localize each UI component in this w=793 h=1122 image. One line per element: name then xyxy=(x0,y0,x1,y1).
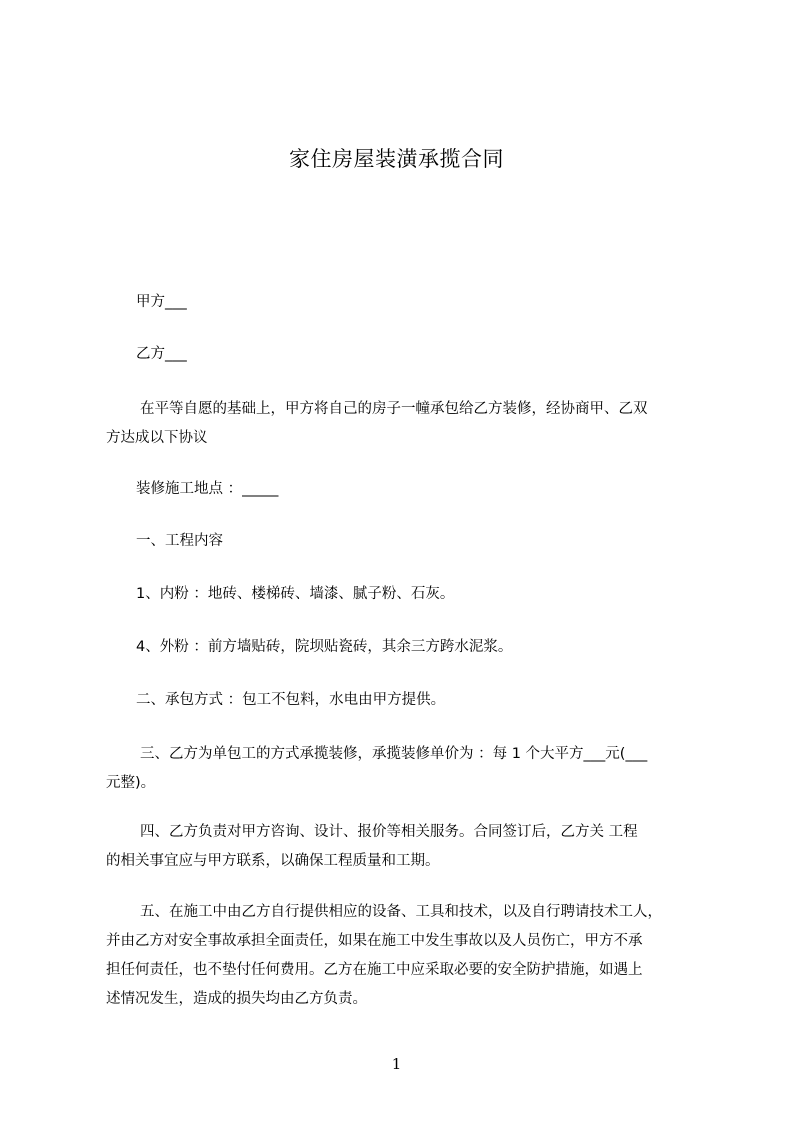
section-5-paragraph xyxy=(106,898,706,1014)
section-1-heading-text: 一、工程内容 xyxy=(136,533,223,549)
intro-line-1: 在平等自愿的基础上，甲方将自己的房子一幢承包给乙方装修，经协商甲、乙双 xyxy=(140,401,648,417)
party-a-line xyxy=(106,288,706,317)
page-number: 1 xyxy=(391,1055,402,1073)
site-line xyxy=(106,475,706,504)
section-1-heading xyxy=(106,527,706,556)
section-4-line-1: 四、乙方负责对甲方咨询、设计、报价等相关服务。合同签订后，乙方关 工程 xyxy=(140,824,638,840)
section-4-line-2: 的相关事宜应与甲方联系，以确保工程质量和工期。 xyxy=(106,853,440,869)
section-5-line-2: 并由乙方对安全事故承担全面责任，如果在施工中发生事故以及人员伤亡，甲方不承 xyxy=(106,933,643,949)
intro-paragraph xyxy=(106,395,706,453)
intro-line-2: 方达成以下协议 xyxy=(106,430,208,446)
party-b-line xyxy=(106,340,706,369)
section-3-line-1: 三、乙方为单包工的方式承揽装修，承揽装修单价为 ：每 1 个大平方___元(___ xyxy=(140,746,648,762)
party-a-text: 甲方___ xyxy=(136,294,187,310)
section-2-text: 二、承包方式 ：包工不包料，水电由甲方提供。 xyxy=(136,692,446,708)
section-5-line-3: 担任何责任，也不垫付任何费用。乙方在施工中应采取必要的安全防护措施，如遇上 xyxy=(106,962,643,978)
item-4-text: 4、外粉 ：前方墙贴砖，院坝贴瓷砖，其余三方跨水泥浆。 xyxy=(136,639,513,655)
section-2-line xyxy=(106,686,706,715)
item-4-line xyxy=(106,633,706,662)
document-title: 家住房屋装潢承揽合同 xyxy=(289,147,504,171)
item-1-text: 1、内粉 ：地砖、楼梯砖、墙漆、腻子粉、石灰。 xyxy=(136,586,455,602)
site-text: 装修施工地点 ：_____ xyxy=(136,481,279,497)
item-1-line xyxy=(106,580,706,609)
party-b-text: 乙方___ xyxy=(136,346,187,362)
section-3-line-2: 元整)。 xyxy=(106,775,156,791)
section-5-line-4: 述情况发生，造成的损失均由乙方负责。 xyxy=(106,991,367,1007)
section-5-line-1: 五、在施工中由乙方自行提供相应的设备、工具和技术，以及自行聘请技术工人， xyxy=(140,904,662,920)
section-4-paragraph xyxy=(106,818,706,876)
section-3-paragraph xyxy=(106,740,706,798)
